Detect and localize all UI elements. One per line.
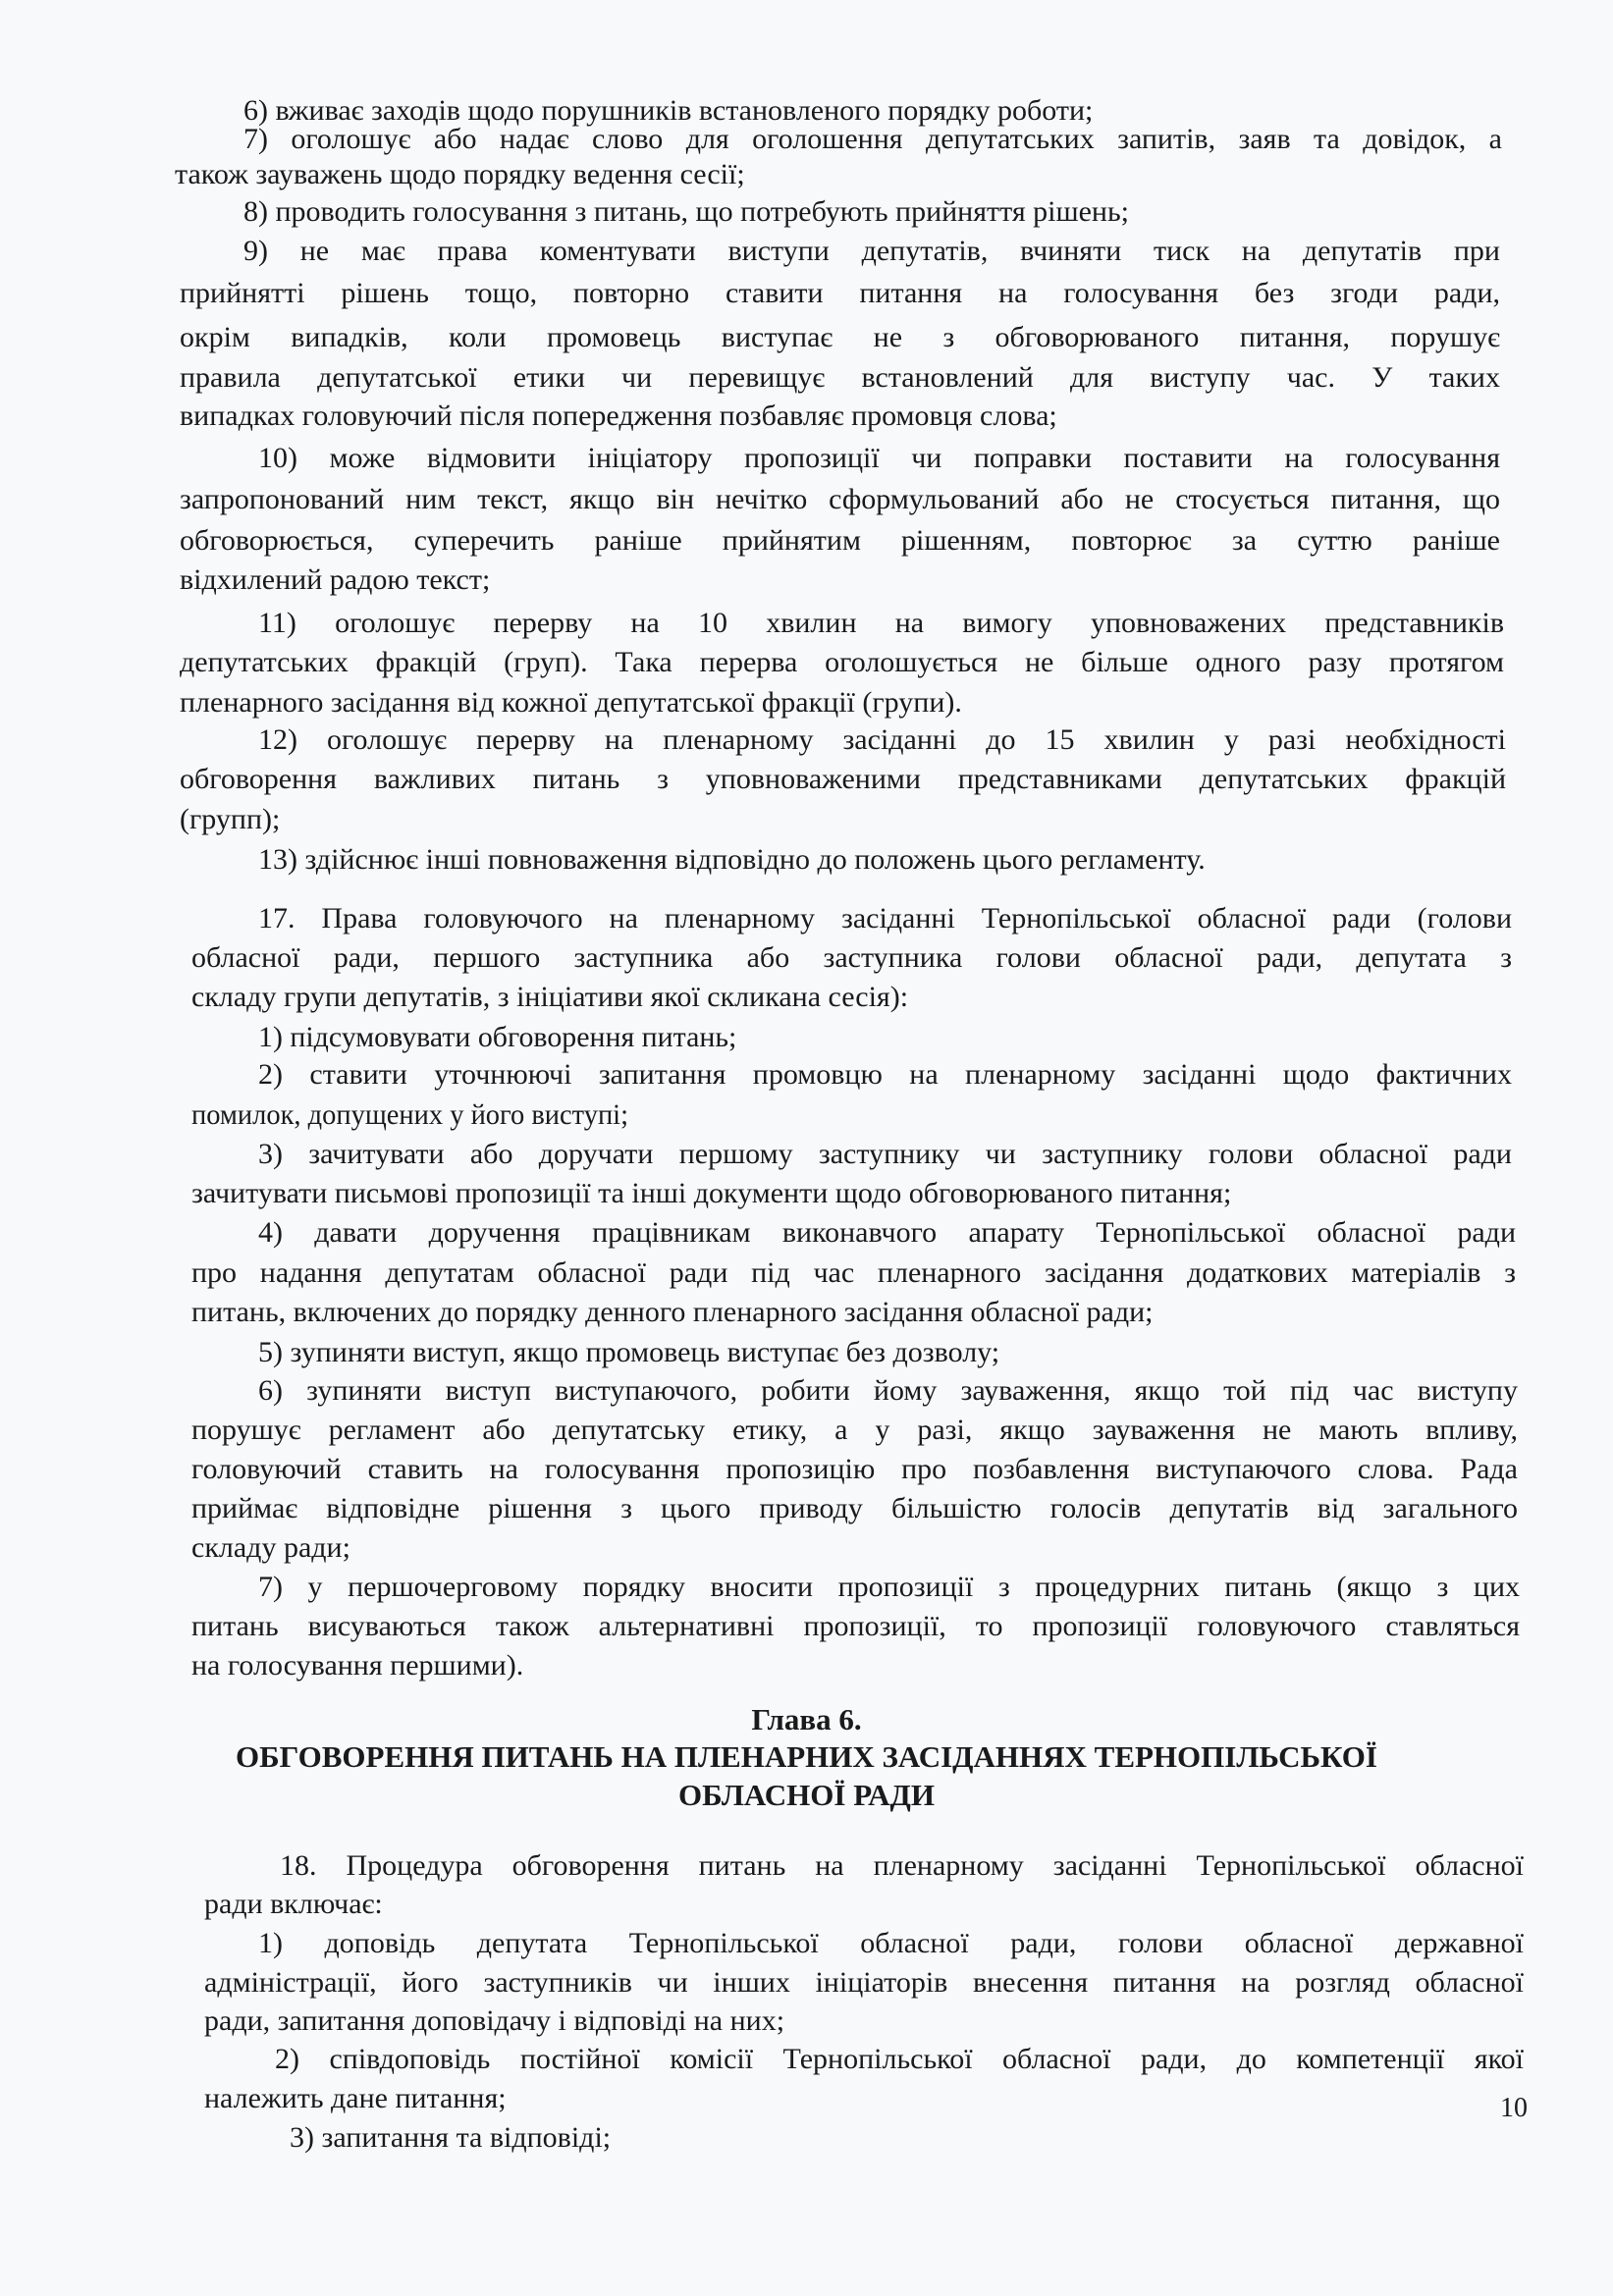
document-line: пленарного засідання від кожної депутатської фракції (групи). — [180, 686, 962, 719]
document-line: ради включає: — [204, 1888, 383, 1920]
document-line: випадках головуючий після попередження позбавляє промовця слова; — [180, 400, 1057, 432]
document-line: питань, включених до порядку денного пленарного засідання обласної ради; — [191, 1296, 1154, 1328]
document-line: 10) може відмовити ініціатору пропозиції чи поправки поставити на голосування — [258, 442, 1500, 474]
document-line: 9) не має права коментувати виступи депутатів, вчиняти тиск на депутатів при — [243, 235, 1500, 267]
document-line: 13) здійснює інші повноваження відповідно до положень цього регламенту. — [258, 843, 1206, 876]
chapter-title-line-1: ОБГОВОРЕННЯ ПИТАНЬ НА ПЛЕНАРНИХ ЗАСІДАННЯХ ТЕРНОПІЛЬСЬКОЇ — [236, 1739, 1377, 1774]
document-line: 5) зупиняти виступ, якщо промовець виступає без дозволу; — [258, 1336, 1000, 1368]
document-line: відхилений радою текст; — [180, 563, 491, 596]
document-line: 3) запитання та відповіді; — [290, 2121, 612, 2154]
document-line: складу ради; — [191, 1531, 350, 1564]
document-line: 1) доповідь депутата Тернопільської обласної ради, голови обласної державної — [258, 1927, 1524, 1959]
document-line: 7) оголошує або надає слово для оголошення депутатських запитів, заяв та довідок, а — [243, 123, 1502, 155]
document-line: порушує регламент або депутатську етику, а у разі, якщо зауваження не мають впливу, — [191, 1414, 1518, 1446]
document-line: обговорення важливих питань з уповноваженими представниками депутатських фракцій — [180, 763, 1506, 795]
document-line: про надання депутатам обласної ради під час пленарного засідання додаткових матеріалів з — [191, 1256, 1516, 1289]
document-line: 1) підсумовувати обговорення питань; — [258, 1021, 737, 1053]
document-line: 6) вживає заходів щодо порушників встановленого порядку роботи; — [243, 94, 1094, 127]
chapter-number: Глава 6. — [751, 1702, 862, 1736]
document-line: депутатських фракцій (груп). Така перерва оголошується не більше одного разу протягом — [180, 646, 1504, 678]
document-line: 3) зачитувати або доручати першому заступнику чи заступнику голови обласної ради — [258, 1138, 1512, 1170]
document-line: 6) зупиняти виступ виступаючого, робити йому зауваження, якщо той під час виступу — [258, 1374, 1518, 1407]
document-line: 2) ставити уточнюючі запитання промовцю на пленарному засіданні щодо фактичних — [258, 1058, 1512, 1091]
document-line: обласної ради, першого заступника або заступника голови обласної ради, депутата з — [191, 941, 1512, 974]
document-line: складу групи депутатів, з ініціативи якої скликана сесія): — [191, 981, 909, 1013]
document-line: також зауважень щодо порядку ведення сесії; — [175, 158, 745, 190]
document-line: 2) співдоповідь постійної комісії Тернопільської обласної ради, до компетенції якої — [275, 2043, 1524, 2075]
document-line: на голосування першими). — [191, 1649, 524, 1682]
document-line: (групп); — [180, 803, 281, 835]
document-line: адміністрації, його заступників чи інших ініціаторів внесення питання на розгляд обласної — [204, 1966, 1524, 1999]
document-line: прийнятті рішень тощо, повторно ставити питання на голосування без згоди ради, — [180, 277, 1500, 309]
document-line: зачитувати письмові пропозиції та інші документи щодо обговорюваного питання; — [191, 1177, 1232, 1209]
document-line: 17. Права головуючого на пленарному засіданні Тернопільської обласної ради (голови — [258, 902, 1512, 934]
document-line: запропонований ним текст, якщо він нечітко сформульований або не стосується питання, що — [180, 483, 1500, 515]
chapter-title-line-2: ОБЛАСНОЇ РАДИ — [677, 1778, 935, 1812]
document-line: обговорюється, суперечить раніше прийнятим рішенням, повторює за суттю раніше — [180, 524, 1500, 557]
document-line: помилок, допущених у його виступі; — [191, 1098, 628, 1131]
document-line: приймає відповідне рішення з цього приводу більшістю голосів депутатів від загального — [191, 1492, 1518, 1524]
document-line: 7) у першочерговому порядку вносити пропозиції з процедурних питань (якщо з цих — [258, 1571, 1520, 1603]
document-line: 18. Процедура обговорення питань на пленарному засіданні Тернопільської обласної — [280, 1849, 1524, 1882]
document-line: ради, запитання доповідачу і відповіді на них; — [204, 2004, 785, 2037]
document-line: правила депутатської етики чи перевищує встановлений для виступу час. У таких — [180, 361, 1500, 394]
document-line: головуючий ставить на голосування пропозицію про позбавлення виступаючого слова. Рада — [191, 1453, 1518, 1485]
document-line: 8) проводить голосування з питань, що потребують прийняття рішень; — [243, 195, 1129, 228]
page-number: 10 — [1500, 2093, 1528, 2123]
document-line: 11) оголошує перерву на 10 хвилин на вимогу уповноважених представників — [258, 607, 1504, 639]
document-line: питань висуваються також альтернативні пропозиції, то пропозиції головуючого ставляться — [191, 1610, 1520, 1642]
document-line: 4) давати доручення працівникам виконавчого апарату Тернопільської обласної ради — [258, 1216, 1516, 1249]
document-line: 12) оголошує перерву на пленарному засіданні до 15 хвилин у разі необхідності — [258, 723, 1506, 756]
document-line: окрім випадків, коли промовець виступає не з обговорюваного питання, порушує — [180, 321, 1500, 353]
document-line: належить дане питання; — [204, 2082, 507, 2114]
